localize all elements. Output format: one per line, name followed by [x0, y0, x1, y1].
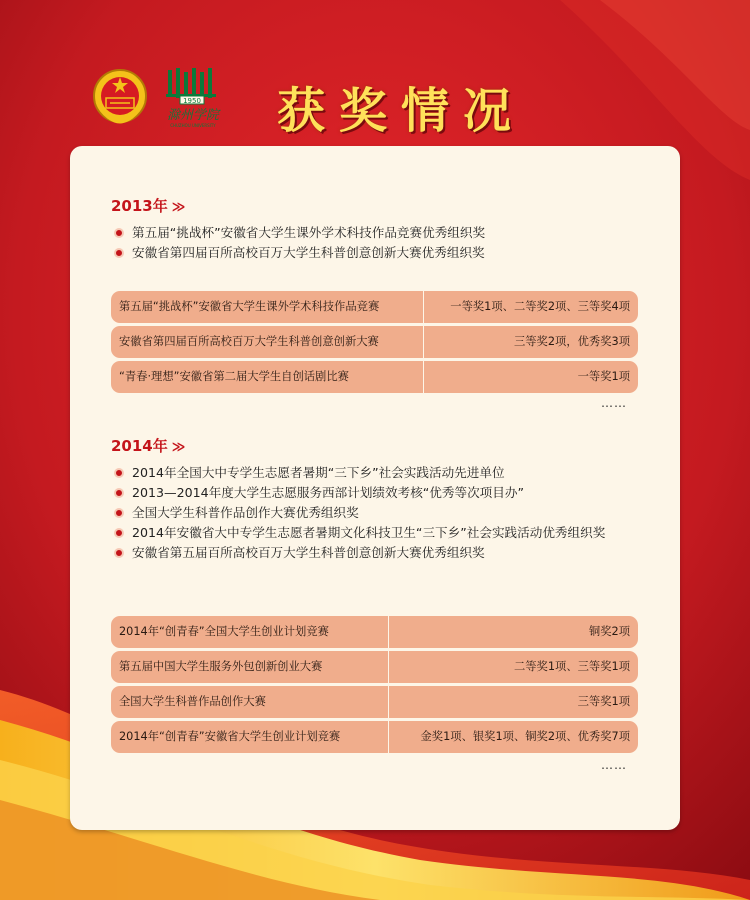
column-divider	[388, 686, 389, 718]
table-row	[111, 291, 638, 323]
youth-league-emblem-icon	[92, 68, 148, 124]
competition-name: “青春·理想”安徽省第二届大学生自创话剧比赛	[119, 370, 349, 383]
awards-table-2013	[111, 291, 638, 396]
list-item: 2014年全国大中专学生志愿者暑期“三下乡”社会实践活动先进单位	[114, 463, 654, 483]
award-result: 一等奖1项、二等奖2项、三等奖4项	[450, 300, 630, 313]
award-result: 三等奖2项，优秀奖3项	[513, 335, 630, 348]
award-result: 二等奖1项、三等奖1项	[513, 660, 630, 673]
competition-name: 第五届中国大学生服务外包创新创业大赛	[119, 660, 323, 673]
bullet-list-2013	[114, 223, 654, 263]
table-row	[111, 721, 638, 753]
page-title: 获奖情况	[277, 83, 526, 139]
year-heading-2013	[111, 195, 185, 216]
ellipsis: ……	[601, 396, 627, 410]
bullet-list-2014	[114, 463, 654, 563]
logo-year: 1950	[183, 97, 201, 105]
award-result: 铜奖2项	[588, 625, 630, 638]
list-item: 安徽省第四届百所高校百万大学生科普创意创新大赛优秀组织奖	[114, 243, 654, 263]
award-result: 金奖1项、银奖1项、铜奖2项、优秀奖7项	[420, 730, 630, 743]
list-item: 安徽省第五届百所高校百万大学生科普创意创新大赛优秀组织奖	[114, 543, 654, 563]
competition-name: 安徽省第四届百所高校百万大学生科普创意创新大赛	[119, 335, 379, 348]
competition-name: 2014年“创青春”安徽省大学生创业计划竞赛	[119, 730, 341, 743]
year-label: 2014年	[111, 437, 168, 455]
list-item: 2013—2014年度大学生志愿服务西部计划绩效考核“优秀等次项目办”	[114, 483, 654, 503]
logo-text: 滁州学院	[166, 108, 220, 123]
chuzhou-university-logo	[162, 64, 224, 130]
bullet-icon	[114, 548, 124, 558]
year-label: 2013年	[111, 197, 168, 215]
awards-table-2014	[111, 616, 638, 756]
column-divider	[388, 721, 389, 753]
competition-name: 2014年“创青春”全国大学生创业计划竞赛	[119, 625, 329, 638]
column-divider	[423, 291, 424, 323]
table-row	[111, 326, 638, 358]
competition-name: 第五届“挑战杯”安徽省大学生课外学术科技作品竞赛	[119, 300, 380, 313]
column-divider	[423, 326, 424, 358]
column-divider	[388, 616, 389, 648]
list-item: 第五届“挑战杯”安徽省大学生课外学术科技作品竞赛优秀组织奖	[114, 223, 654, 243]
list-item: 全国大学生科普作品创作大赛优秀组织奖	[114, 503, 654, 523]
ellipsis: ……	[601, 758, 627, 772]
award-result: 一等奖1项	[577, 370, 630, 383]
column-divider	[388, 651, 389, 683]
bullet-icon	[114, 528, 124, 538]
double-chevron-icon: ≫	[171, 200, 186, 215]
bullet-icon	[114, 508, 124, 518]
double-chevron-icon: ≫	[171, 440, 186, 455]
list-item: 2014年安徽省大中专学生志愿者暑期文化科技卫生“三下乡”社会实践活动优秀组织奖	[114, 523, 654, 543]
table-row	[111, 361, 638, 393]
table-row	[111, 686, 638, 718]
year-heading-2014	[111, 435, 185, 456]
logo-subtext: CHUZHOU UNIVERSITY	[170, 123, 216, 128]
table-row	[111, 651, 638, 683]
content-panel	[70, 146, 680, 830]
column-divider	[423, 361, 424, 393]
bullet-icon	[114, 468, 124, 478]
bullet-icon	[114, 488, 124, 498]
table-row	[111, 616, 638, 648]
bullet-icon	[114, 228, 124, 238]
bullet-icon	[114, 248, 124, 258]
competition-name: 全国大学生科普作品创作大赛	[119, 695, 266, 708]
award-result: 三等奖1项	[577, 695, 630, 708]
